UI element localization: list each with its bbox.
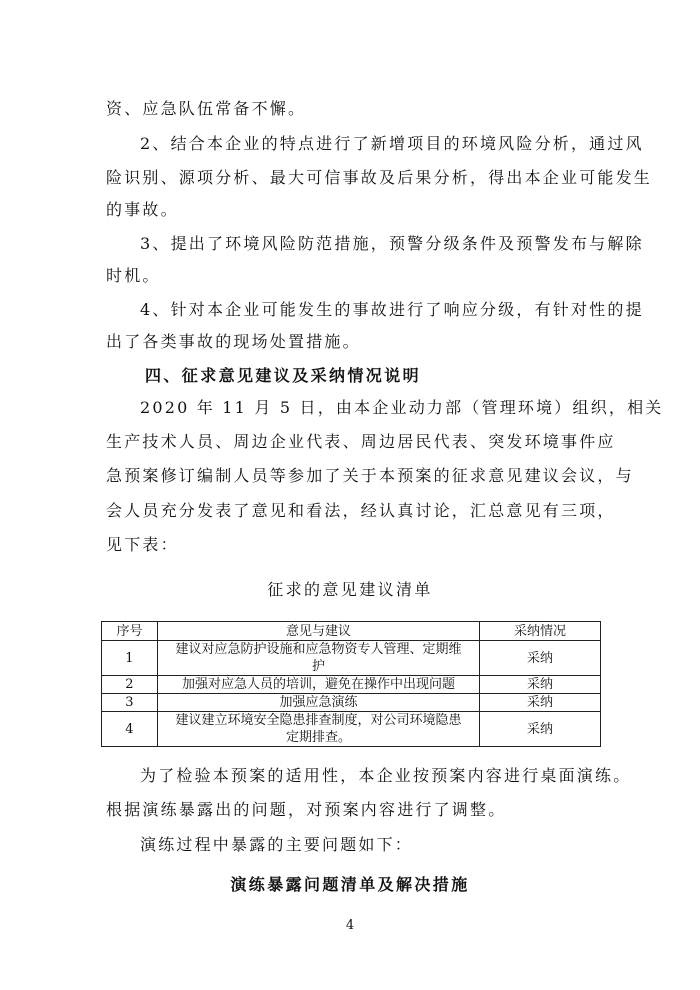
table-header-cell: 采纳情况: [480, 622, 601, 641]
page-number: 4: [345, 918, 355, 933]
suggestion-cell: [157, 641, 479, 676]
paragraph-line: 4、针对本企业可能发生的事故进行了响应分级，有针对性的提: [140, 300, 644, 319]
status-cell: 采纳: [480, 712, 601, 747]
table-header-cell: 序号: [102, 622, 158, 641]
opinions-table: [101, 621, 601, 747]
suggestion-text: 护: [311, 659, 325, 674]
row-number: 4: [102, 712, 158, 747]
table-header-row: [102, 622, 601, 641]
paragraph-line: 根据演练暴露出的问题，对预案内容进行了调整。: [106, 800, 507, 819]
paragraph-line: 生产技术人员、周边企业代表、周边居民代表、突发环境事件应: [106, 432, 616, 451]
suggestion-text: 建议建立环境安全隐患排查制度，对公司环境隐患: [175, 713, 462, 728]
paragraph-line: 2、结合本企业的特点进行了新增项目的环境风险分析，通过风: [140, 134, 644, 153]
paragraph-line: 为了检验本预案的适用性，本企业按预案内容进行桌面演练。: [140, 766, 632, 785]
suggestion-text: 定期排查。: [285, 730, 351, 745]
paragraph-line: 会人员充分发表了意见和看法，经认真讨论，汇总意见有三项，: [106, 501, 616, 520]
table-header-cell: 意见与建议: [157, 622, 479, 641]
table-row: [102, 712, 601, 747]
table-row: [102, 641, 601, 676]
paragraph-line: 出了各类事故的现场处置措施。: [106, 332, 361, 351]
second-table-title: 演练暴露问题清单及解决措施: [230, 875, 470, 894]
paragraph-line: 见下表：: [106, 535, 179, 554]
suggestion-text: 建议对应急防护设施和应急物资专人管理、定期维: [175, 642, 462, 657]
row-number: 2: [102, 676, 158, 694]
table-title: 征求的意见建议清单: [267, 580, 433, 599]
suggestion-cell: 加强应急演练: [157, 694, 479, 712]
paragraph-line: 资、应急队伍常备不懈。: [106, 99, 307, 118]
status-cell: 采纳: [480, 676, 601, 694]
row-number: 1: [102, 641, 158, 676]
paragraph-line: 的事故。: [106, 200, 179, 219]
status-cell: 采纳: [480, 694, 601, 712]
paragraph-line: 急预案修订编制人员等参加了关于本预案的征求意见建议会议，与: [106, 466, 634, 485]
suggestion-cell: 加强对应急人员的培训，避免在操作中出现问题: [157, 676, 479, 694]
table-row: [102, 694, 601, 712]
status-cell: 采纳: [480, 641, 601, 676]
table-row: [102, 676, 601, 694]
section-title: 四、征求意见建议及采纳情况说明: [145, 366, 422, 385]
paragraph-line: 3、提出了环境风险防范措施，预警分级条件及预警发布与解除: [140, 234, 644, 253]
row-number: 3: [102, 694, 158, 712]
paragraph-line: 2020 年 11 月 5 日，由本企业动力部（管理环境）组织，相关: [140, 398, 664, 417]
paragraph-line: 时机。: [106, 266, 161, 285]
suggestion-cell: [157, 712, 479, 747]
paragraph-line: 险识别、源项分析、最大可信事故及后果分析，得出本企业可能发生: [106, 168, 653, 187]
paragraph-line: 演练过程中暴露的主要问题如下：: [140, 835, 414, 854]
